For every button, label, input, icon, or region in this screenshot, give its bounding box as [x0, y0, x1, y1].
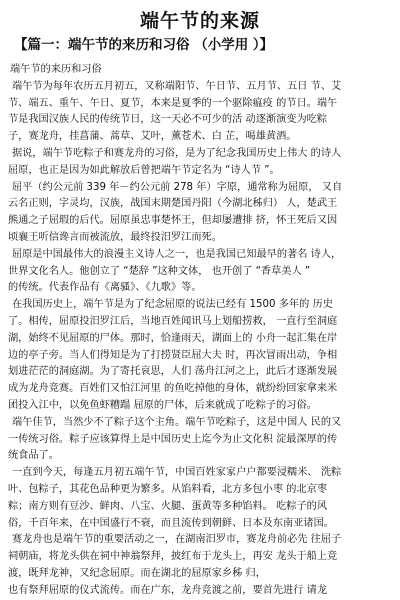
text-line: 屈平（约公元前 339 年－约公元前 278 年）字原，通常称为屈原， 又自: [12, 181, 343, 193]
text-line: 子，赛龙舟，挂菖蒲、蒿草、艾叶，薰苍术、白 芷，喝雄黄酒。: [8, 131, 297, 143]
text-line: 节是我国汉族人民的传统节日，这一天必不可少的活 动逐渐演变为吃粽: [8, 114, 328, 126]
text-line: 据说，端午节吃粽子和赛龙舟的习俗，是为了纪念我国历史上伟大 的诗人: [12, 147, 342, 159]
text-line: 俗，千百年来，在中国盛行不衰，而且流传到朝鲜、日本及东南亚诸国。: [8, 517, 334, 529]
text-line: 一直到今天，每逢五月初五端午节，中国百姓家家户户都要浸糯米、 洗粽: [12, 467, 342, 479]
text-line: 也有祭拜屈原的仪式流传。而在广东，龙舟竞渡之前，要首先进行 请龙: [8, 584, 328, 596]
text-line: 渡，既拜龙神，又纪念屈原。而在湖北的屈原家乡秭 归，: [8, 567, 266, 579]
text-line: 端午佳节，当然少不了粽子这个主角。端午节吃粽子，这是中国人 民的又: [12, 416, 342, 428]
text-line: 在我国历史上，端午节是为了纪念屈原的说法已经有 1500 多年的 历史: [12, 299, 333, 311]
text-line: 屈原是中国最伟大的浪漫主义诗人之一，也是我国已知最早的著名 诗人，: [12, 248, 342, 260]
section-heading: 【篇一：端午节的来历和习俗 （小学用 ）】: [14, 37, 274, 53]
text-line: 端午节为每年农历五月初五，又称端阳节、午日节、五月节、五日 节、艾: [12, 80, 342, 92]
text-line: 节、端五、重午、午日、夏节，本来是夏季的一个驱除瘟疫 的节日。端午: [8, 97, 338, 109]
text-line: 赛龙舟也是端午节的重要活动之一，在湖南汨罗市，赛龙舟前必先 往屈子: [12, 534, 342, 546]
body-text: [0, 62, 400, 600]
text-line: 世界文化名人。他创立了 “楚辞 ”这种文体， 也开创了 “香草美人 ”: [8, 265, 311, 277]
text-line: 的传统。代表作品有《离骚》、《九歌》等。: [8, 282, 202, 294]
text-line: 祠朝庙，将龙头供在祠中神翁祭拜，披红布于龙头上，再安 龙头于船上竞: [8, 551, 338, 563]
text-line: 边的亭子旁。当人们得知是为了打捞贤臣屈大夫 时，再次冒雨出动，争相: [8, 349, 338, 361]
text-line: 团投入江中，以免鱼虾糟蹋 屈原的尸体，后来就成了吃粽子的习俗。: [8, 399, 317, 411]
text-line: 成为龙舟竞赛。百姓们又怕江河里 的鱼吃掉他的身体，就纷纷回家拿来米: [8, 383, 338, 395]
text-line: 粽；南方则有豆沙、鲜肉、八宝、火腿、蛋黄等多种馅料。 吃粽子的风: [8, 500, 328, 512]
document-page: [0, 8, 400, 596]
text-line: 屈原，也正是因为如此解放后曾把端午节定名为 “诗人节 ”。: [8, 164, 280, 176]
text-line: 统食品了。: [8, 450, 59, 462]
text-line: 湖，始终不见屈原的尸体。那时，恰逢雨天，湖面上的 小舟一起汇集在岸: [8, 332, 338, 344]
text-line: 一传统习俗。粽子应该算得上是中国历史上迄今为止文化积 淀最深厚的传: [8, 433, 338, 445]
text-line: 顷襄王听信谗言而被流放，最终投汨罗江而死。: [8, 231, 222, 243]
page-title: 端午节的来源: [139, 10, 260, 32]
text-line: 熊通之子屈瑕的后代。屈原虽忠事楚怀王，但却屡遭排 挤，怀王死后又因: [8, 215, 338, 227]
text-line: 了。相传，屈原投汨罗江后，当地百姓闻讯马上划船捞救， 一直行至洞庭: [8, 315, 338, 327]
text-line: 划进茫茫的洞庭湖。为了寄托哀思，人们 荡舟江河之上，此后才逐渐发展: [8, 366, 338, 378]
text-line: 端午节的来历和习俗: [10, 64, 102, 75]
text-line: 叶、包粽子，其花色品种更为繁多。从馅料看，北方多包小枣 的北京枣: [8, 483, 328, 495]
text-line: 云名正则，字灵均，汉族，战国末期楚国丹阳（今湖北秭归） 人，楚武王: [8, 198, 338, 210]
